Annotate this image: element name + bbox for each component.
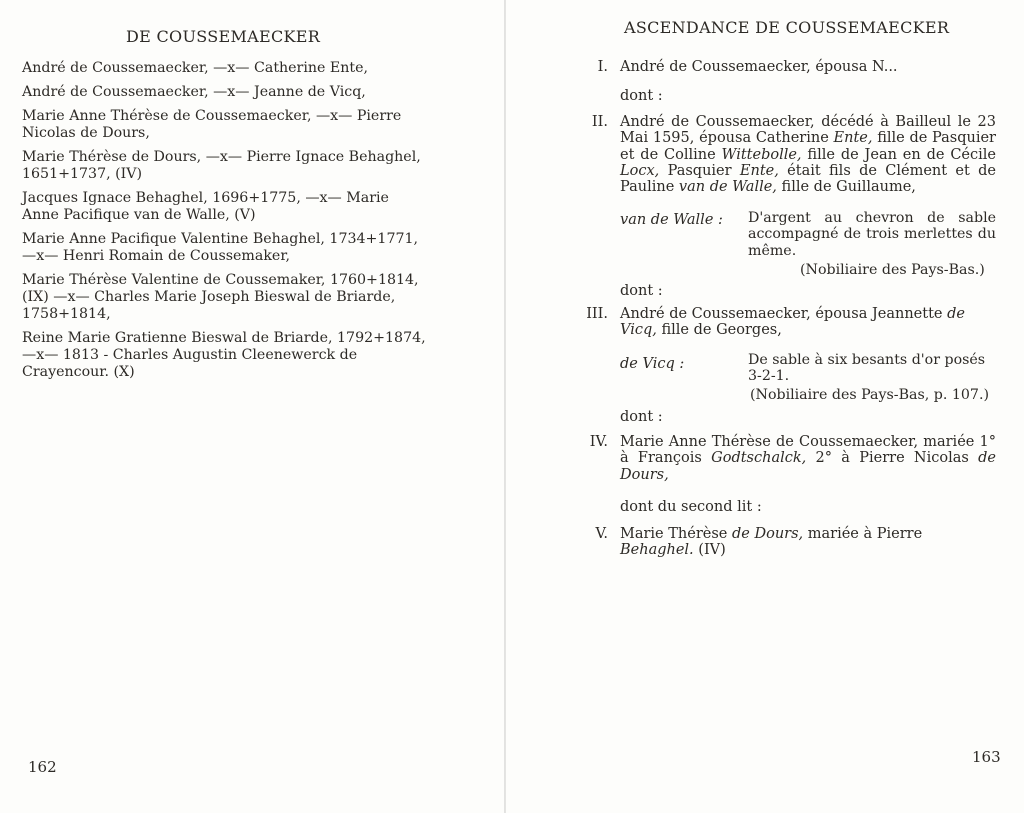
text-run-italic: Ente, [833,130,873,147]
blazon-label: van de Walle : [620,212,723,228]
dont-label: dont : [620,283,663,299]
text-run-italic: Godtschalck, [711,450,807,467]
text-run: était fils de Clément et de Pauline [620,162,996,196]
dont-label: dont : [620,409,663,425]
dont-label: dont du second lit : [620,499,762,515]
page-number-left: 162 [28,758,57,776]
generation-numeral: V. [595,526,608,542]
text-run: fille de Pasquier et de Colline [620,130,996,163]
generation-text [620,526,996,559]
genealogy-list [22,60,430,388]
text-run-italic: de Dours, [732,526,804,542]
text-run: André de Coussemaecker, épousa Jeannette [620,306,948,322]
dont-label: dont : [620,88,663,104]
text-run: Marie Anne Thérèse de Coussemaecker, mariée 1° à François [620,434,996,467]
right-page-header: ASCENDANCE DE COUSSEMAECKER [624,18,950,37]
blazon-source: (Nobiliaire des Pays-Bas, p. 107.) [750,387,990,403]
blazon-label: de Vicq : [620,356,685,372]
generation-text [620,114,996,195]
blazon-source: (Nobiliaire des Pays-Bas.) [800,262,985,278]
blazon-text: D'argent au chevron de sable accompagné de trois merlettes du même. [748,210,996,259]
generation-numeral: I. [597,59,608,75]
generation-text [620,306,996,339]
generation-numeral: IV. [589,434,608,450]
text-run-italic: Wittebolle, [721,146,802,163]
genealogy-entry: Marie Thérèse Valentine de Coussemaker, 1760+1814, (IX) —x— Charles Marie Joseph Bieswal de Briarde, 1758+1814, [22,272,419,322]
text-run: Marie Thérèse [620,526,732,542]
text-run-italic: de Dours, [620,450,996,483]
text-run: fille de Guillaume, [776,179,916,196]
text-run: André de Coussemaecker, décédé à Bailleul le 23 Mai 1595, épousa Catherine [620,114,996,147]
text-run: mariée à Pierre [803,526,923,542]
genealogy-entry: Marie Anne Pacifique Valentine Behaghel, 1734+1771, —x— Henri Romain de Coussemaker, [22,231,419,264]
text-run-italic: van de Walle, [678,179,777,196]
text-run-italic: Ente, [739,162,779,179]
blazon-text: De sable à six besants d'or posés 3-2-1. [748,352,986,385]
text-run: fille de Georges, [656,322,782,339]
generation-text [620,434,996,483]
generation-text: André de Coussemaecker, épousa N... [620,59,898,75]
book-spine [504,0,506,813]
right-page [510,0,1024,813]
text-run-italic: Locx, [620,162,660,179]
page-number-right: 163 [972,748,1001,766]
generation-numeral: II. [591,114,608,130]
text-run: (IV) [693,542,726,559]
genealogy-entry: Marie Thérèse de Dours, —x— Pierre Ignace Behaghel, 1651+1737, (IV) [22,149,421,182]
text-run: 2° à Pierre Nicolas [806,450,979,467]
genealogy-entry: André de Coussemaecker, —x— Jeanne de Vicq, [22,84,366,100]
text-run: Pasquier [659,162,740,179]
text-run-italic: Behaghel. [620,542,694,559]
text-run-italic: de Vicq, [620,306,965,339]
genealogy-entry: André de Coussemaecker, —x— Catherine Ente, [22,60,369,76]
generation-numeral: III. [586,306,608,322]
genealogy-entry: Marie Anne Thérèse de Coussemaecker, —x— Pierre Nicolas de Dours, [22,108,402,141]
genealogy-entry: Jacques Ignace Behaghel, 1696+1775, —x— Marie Anne Pacifique van de Walle, (V) [22,190,389,223]
left-page [0,0,500,813]
genealogy-entry: Reine Marie Gratienne Bieswal de Briarde, 1792+1874, —x— 1813 - Charles Augustin Cleenewerck de Crayencour. (X) [22,330,426,380]
text-run: fille de Jean en de Cécile [801,146,996,163]
left-page-header: DE COUSSEMAECKER [126,27,321,46]
